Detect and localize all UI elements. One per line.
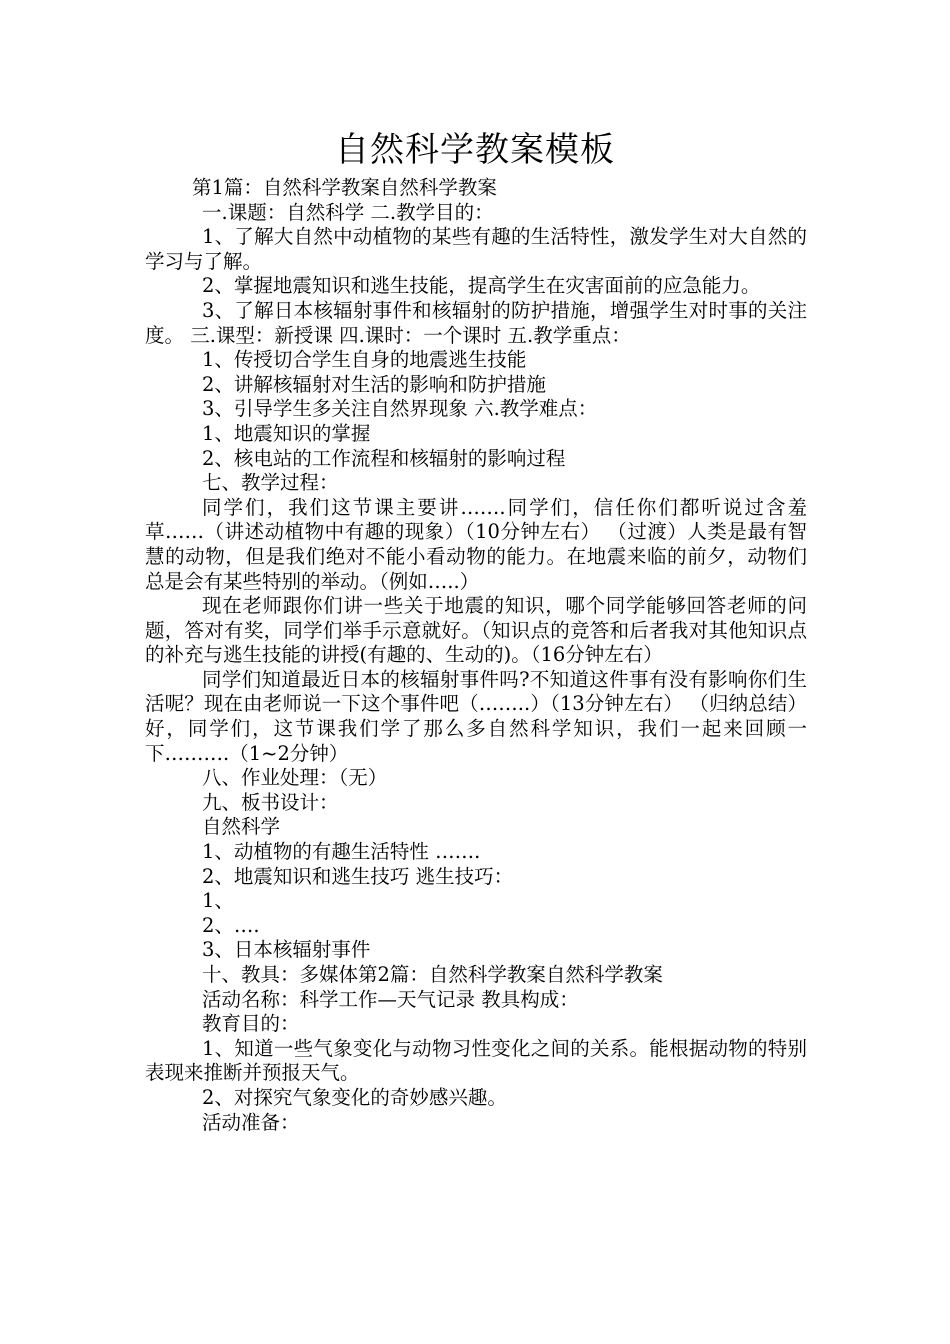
- paragraph: 1、地震知识的掌握: [202, 421, 371, 445]
- paragraph: 1、知道一些气象变化与动物习性变化之间的关系。能根据动物的特别表现来推断并预报天气。: [145, 1036, 807, 1085]
- paragraph: 3、引导学生多关注自然界现象 六.教学难点：: [202, 397, 598, 421]
- paragraph: 第1篇：自然科学教案自然科学教案: [192, 176, 497, 199]
- paragraph: 2、核电站的工作流程和核辐射的影响过程: [202, 446, 566, 470]
- paragraph: 2、对探究气象变化的奇妙感兴趣。: [202, 1085, 507, 1109]
- paragraph: 2、地震知识和逃生技巧 逃生技巧：: [202, 864, 514, 888]
- paragraph: 一.课题：自然科学 二.教学目的：: [202, 200, 494, 224]
- paragraph: 3、日本核辐射事件: [202, 938, 371, 962]
- paragraph: 活动准备：: [202, 1110, 300, 1134]
- paragraph: 同学们知道最近日本的核辐射事件吗?不知道这件事有没有影响你们生活呢？现在由老师说一下这个事件吧（……..）（13分钟左右） （归纳总结）好，同学们，这节课我们学了那么多自然科学知识，我们一起来回顾一下……….（1~2分钟）: [145, 667, 807, 765]
- document-title: 自然科学教案模板: [335, 130, 615, 170]
- paragraph: 3、了解日本核辐射事件和核辐射的防护措施，增强学生对时事的关注度。 三.课型：新授课 四.课时：一个课时 五.教学重点：: [145, 298, 807, 347]
- paragraph: 自然科学: [202, 815, 281, 839]
- paragraph: 八、作业处理：（无）: [202, 766, 388, 790]
- paragraph: 2、掌握地震知识和逃生技能，提高学生在灾害面前的应急能力。: [202, 274, 761, 298]
- paragraph: 九、板书设计：: [202, 790, 339, 814]
- paragraph: 教育目的：: [202, 1012, 300, 1036]
- paragraph: 2、….: [202, 913, 260, 937]
- paragraph: 2、讲解核辐射对生活的影响和防护措施: [202, 372, 546, 396]
- paragraph: 1、传授切合学生自身的地震逃生技能: [202, 348, 527, 372]
- paragraph: 1、了解大自然中动植物的某些有趣的生活特性，激发学生对大自然的学习与了解。: [145, 225, 807, 273]
- paragraph: 1、: [202, 889, 234, 913]
- paragraph: 活动名称：科学工作—天气记录 教具构成：: [202, 987, 579, 1011]
- paragraph: 同学们，我们这节课主要讲…….同学们，信任你们都听说过含羞草……（讲述动植物中有趣的现象）（10分钟左右） （过渡）人类是最有智慧的动物，但是我们绝对不能小看动物的能力。在地震来临的前夕，动物们总是会有某些特别的举动。（例如…..）: [145, 495, 807, 593]
- paragraph: 十、教具：多媒体第2篇：自然科学教案自然科学教案: [202, 963, 663, 986]
- document-body: [145, 176, 807, 1135]
- paragraph: 现在老师跟你们讲一些关于地震的知识，哪个同学能够回答老师的问题，答对有奖，同学们举手示意就好。（知识点的竞答和后者我对其他知识点的补充与逃生技能的讲授(有趣的、生动的)。（16分钟左右）: [145, 594, 807, 667]
- paragraph: 七、教学过程：: [202, 471, 339, 495]
- paragraph: 1、动植物的有趣生活特性 …….: [202, 840, 481, 864]
